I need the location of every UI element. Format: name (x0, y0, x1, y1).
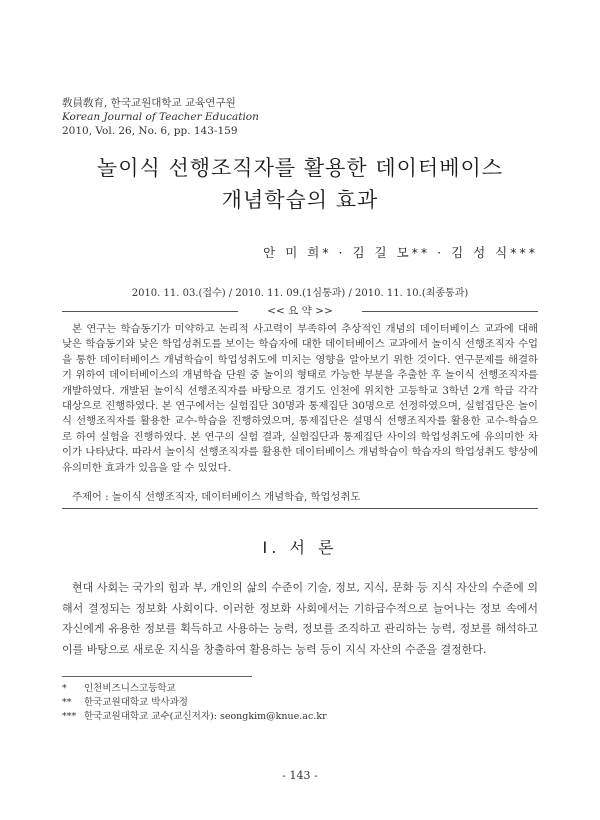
title-line-1: 놀이식 선행조직자를 활용한 데이터베이스 (96, 156, 504, 180)
authors: 안 미 희* · 김 길 모** · 김 성 식*** (263, 245, 538, 260)
footnote-mark: *** (62, 711, 77, 722)
body-paragraph: 현대 사회는 국가의 힘과 부, 개인의 삶의 수준이 기술, 정보, 지식, 문화 등 지식 자산의 수준에 의해서 결정되는 정보화 사회이다. 이러한 정보화 사회에서는 기하급수적으로 늘어나는 정보 속에서 자신에게 유용한 정보를 획득하고 사용하는 능력, 정보를 조직하고 관리하는 능력, 정보를 해석하고 이를 바탕으로 새로운 지식을 창출하여 활용하는 능력 등이 지식 자산의 수준을 결정한다. (62, 581, 538, 656)
abstract-header (62, 304, 538, 318)
footnote-text: 한국교원대학교 박사과정 (84, 697, 188, 708)
footnote-mark: ** (62, 697, 72, 708)
abstract-label: << 요 약 >> (267, 305, 333, 317)
paper-title (0, 152, 600, 216)
submission-dates: 2010. 11. 03.(접수) / 2010. 11. 09.(1심통과) / 2010. 11. 10.(최종통과) (131, 288, 469, 299)
abstract-rule-right (362, 311, 538, 312)
footnote-text: 한국교원대학교 교수(교신저자): seongkim@knue.ac.kr (84, 711, 327, 722)
abstract-text: 본 연구는 학습동기가 미약하고 논리적 사고력이 부족하여 추상적인 개념의 데이터베이스 교과에 대해 낮은 학습동기와 낮은 학업성취도를 보이는 학습자에 대한 데이터베이스 교과에서 놀이식 선행조직자 수업을 통한 데이터베이스 개념학습이 학업성취도에 미치는 영향을 알아보기 위한 것이다. 연구문제를 해결하기 위하여 데이터베이스의 개념학습 단원 중 놀이의 형태로 가능한 부분을 추출한 후 놀이식 선행조직자를 개발하였다. 개발된 놀이식 선행조직자를 바탕으로 경기도 인천에 위치한 고등학교 3학년 2개 학급 각각 대상으로 진행하였다. 본 연구에서는 실험집단 30명과 통제집단 30명으로 선정하였으며, 실험집단은 놀이식 선행조직자를 활용한 교수-학습을 진행하였으며, 통제집단은 설명식 선행조직자를 활용한 교수-학습으로 하여 실험을 진행하였다. 본 연구의 실험 결과, 실험집단과 통제집단 사이의 학업성취도에 유의미한 차이가 나타났다. 따라서 놀이식 선행조직자를 활용한 데이터베이스 개념학습이 학습자의 학업성취도 향상에 유의미한 효과가 있음을 알 수 있었다. (62, 323, 538, 474)
footnote (62, 710, 327, 724)
keywords: 주제어 : 놀이식 선행조직자, 데이터베이스 개념학습, 학업성취도 (72, 491, 361, 503)
footnote-text: 인천비즈니스고등학교 (84, 683, 176, 694)
page-number: - 143 - (282, 769, 318, 782)
footnotes (62, 682, 327, 724)
journal-name-kr: 敎員敎育, 한국교원대학교 교육연구원 (62, 97, 236, 109)
title-line-2: 개념학습의 효과 (221, 188, 379, 212)
section-heading: Ⅰ. 서 론 (262, 538, 338, 557)
footnote-mark: * (62, 683, 67, 694)
footnote (62, 696, 327, 710)
journal-volume: 2010, Vol. 26, No. 6, pp. 143-159 (62, 125, 238, 137)
footnote (62, 682, 327, 696)
footnote-rule (62, 676, 252, 677)
journal-name-en: Korean Journal of Teacher Education (62, 111, 259, 123)
abstract-bottom-rule (62, 508, 538, 509)
journal-info (62, 96, 259, 138)
